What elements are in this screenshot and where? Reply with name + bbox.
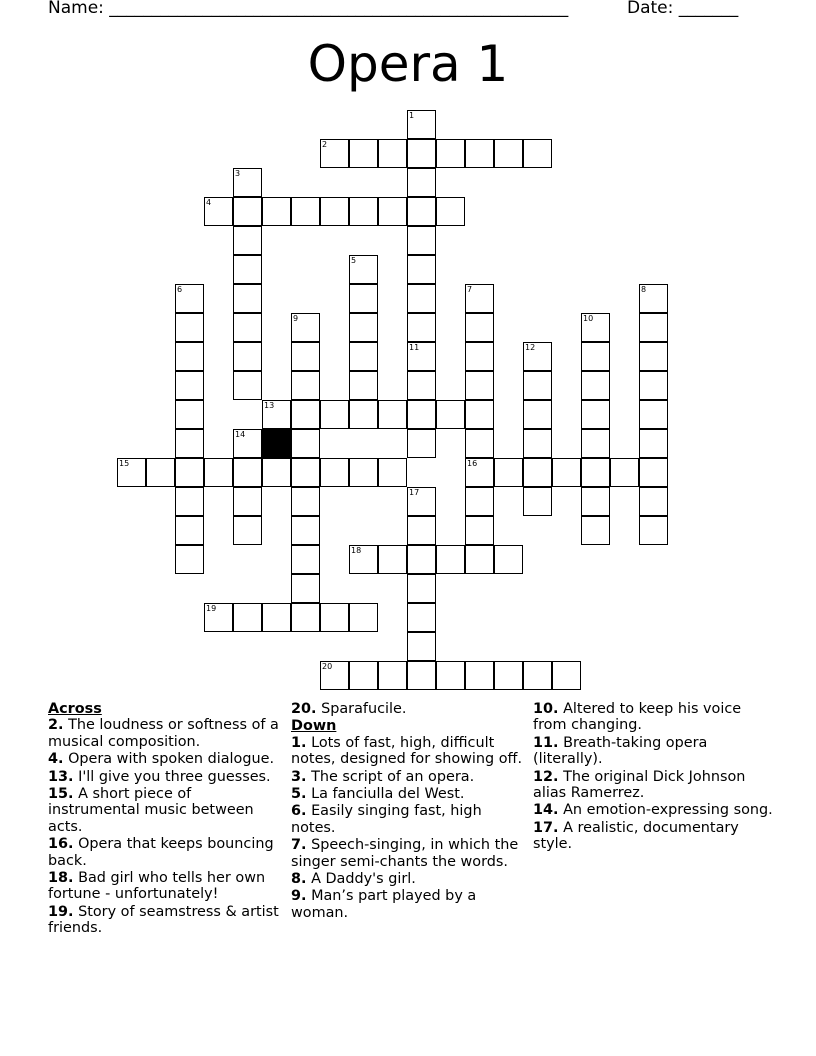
grid-cell[interactable]: [581, 516, 610, 545]
clue-number: 13.: [48, 768, 74, 785]
clue-number: 12.: [533, 768, 559, 785]
clue-text: A short piece of instrumental music between acts.: [48, 786, 254, 835]
clue-down-1: [291, 735, 523, 768]
cell-number: 5: [351, 256, 357, 265]
grid-cell[interactable]: [175, 371, 204, 400]
grid-cell[interactable]: [233, 487, 262, 516]
clue-number: 18.: [48, 870, 74, 887]
clues-column-3: [533, 701, 773, 854]
cell-number: 7: [467, 285, 473, 294]
clue-down-12: [533, 769, 773, 802]
clue-number: 9.: [291, 888, 307, 905]
cell-number: 16: [467, 459, 478, 468]
grid-cell[interactable]: [291, 429, 320, 458]
clue-number: 11.: [533, 734, 559, 751]
clue-number: 7.: [291, 837, 307, 854]
clue-text: The loudness or softness of a musical composition.: [48, 717, 279, 750]
clue-down-6: [291, 803, 523, 836]
grid-cell[interactable]: [581, 458, 610, 487]
grid-cell[interactable]: [436, 139, 465, 168]
grid-cell[interactable]: [175, 458, 204, 487]
clue-down-9: [291, 888, 523, 921]
grid-cell[interactable]: [407, 429, 436, 458]
clue-down-10: [533, 701, 773, 734]
grid-cell[interactable]: [291, 197, 320, 226]
clue-text: Sparafucile.: [321, 701, 407, 717]
clue-text: I'll give you three guesses.: [78, 768, 271, 785]
grid-cell[interactable]: [494, 545, 523, 574]
grid-cell[interactable]: [233, 516, 262, 545]
grid-cell[interactable]: [291, 371, 320, 400]
grid-cell[interactable]: [233, 342, 262, 371]
grid-cell[interactable]: [639, 400, 668, 429]
grid-cell[interactable]: [639, 371, 668, 400]
grid-cell[interactable]: [407, 632, 436, 661]
cell-number: 4: [206, 198, 212, 207]
clue-number: 1.: [291, 734, 307, 751]
grid-cell[interactable]: [233, 197, 262, 226]
grid-cell[interactable]: [233, 313, 262, 342]
grid-cell[interactable]: [378, 545, 407, 574]
grid-cell[interactable]: [320, 197, 349, 226]
grid-cell[interactable]: [204, 458, 233, 487]
grid-cell[interactable]: [407, 371, 436, 400]
grid-cell[interactable]: [436, 400, 465, 429]
grid-cell[interactable]: [407, 516, 436, 545]
grid-cell[interactable]: [639, 516, 668, 545]
grid-cell[interactable]: [262, 603, 291, 632]
grid-cell[interactable]: [581, 342, 610, 371]
grid-cell[interactable]: [262, 197, 291, 226]
grid-cell[interactable]: [291, 516, 320, 545]
grid-cell[interactable]: [465, 429, 494, 458]
down-heading: Down: [291, 718, 337, 735]
clue-down-17: [533, 820, 773, 853]
clue-number: 2.: [48, 717, 64, 734]
grid-cell[interactable]: [523, 139, 552, 168]
grid-cell[interactable]: [465, 487, 494, 516]
grid-cell[interactable]: [175, 429, 204, 458]
grid-cell[interactable]: [407, 168, 436, 197]
grid-cell[interactable]: [436, 545, 465, 574]
clue-across-18: [48, 870, 280, 903]
grid-cell[interactable]: [378, 458, 407, 487]
grid-cell[interactable]: [494, 661, 523, 690]
clue-text: Easily singing fast, high notes.: [291, 803, 482, 836]
cell-number: 8: [641, 285, 647, 294]
cell-number: 9: [293, 314, 299, 323]
cell-number: 15: [119, 459, 130, 468]
name-field-label: Name: ______________________________________________________: [48, 0, 569, 18]
clue-across-13: [48, 769, 280, 785]
grid-cell[interactable]: [523, 458, 552, 487]
grid-cell[interactable]: [320, 400, 349, 429]
cell-number: 1: [409, 111, 415, 120]
grid-cell[interactable]: [349, 400, 378, 429]
grid-cell[interactable]: [146, 458, 175, 487]
grid-cell[interactable]: [523, 487, 552, 516]
clue-across-19: [48, 904, 280, 937]
clue-number: 8.: [291, 871, 307, 888]
clue-text: Opera with spoken dialogue.: [68, 751, 275, 768]
clue-number: 6.: [291, 803, 307, 820]
clue-text: A realistic, documentary style.: [533, 819, 739, 853]
grid-cell[interactable]: [407, 400, 436, 429]
clue-text: Breath-taking opera (literally).: [533, 734, 708, 768]
grid-cell[interactable]: [175, 313, 204, 342]
grid-cell[interactable]: [465, 371, 494, 400]
grid-cell[interactable]: [175, 342, 204, 371]
grid-cell[interactable]: [407, 197, 436, 226]
grid-cell[interactable]: [407, 661, 436, 690]
clue-text: Man’s part played by a woman.: [291, 888, 477, 921]
grid-cell[interactable]: [639, 458, 668, 487]
clue-down-8: [291, 871, 523, 887]
grid-cell[interactable]: [291, 458, 320, 487]
grid-cell[interactable]: [407, 545, 436, 574]
grid-cell[interactable]: [291, 545, 320, 574]
clue-text: A Daddy's girl.: [311, 871, 416, 888]
grid-cell[interactable]: [349, 458, 378, 487]
grid-cell[interactable]: [291, 400, 320, 429]
clue-number: 15.: [48, 786, 74, 803]
grid-cell[interactable]: [407, 226, 436, 255]
grid-cell[interactable]: [291, 603, 320, 632]
grid-cell[interactable]: [639, 342, 668, 371]
grid-cell[interactable]: [610, 458, 639, 487]
grid-cell[interactable]: [378, 139, 407, 168]
date-field-label: Date: _______: [627, 0, 739, 18]
grid-block-cell: [262, 429, 291, 458]
cell-number: 3: [235, 169, 241, 178]
grid-cell[interactable]: [349, 313, 378, 342]
cell-number: 14: [235, 430, 246, 439]
clue-number: 4.: [48, 751, 64, 768]
cell-number: 11: [409, 343, 420, 352]
clue-number: 16.: [48, 836, 74, 853]
grid-cell[interactable]: [494, 458, 523, 487]
cell-number: 20: [322, 662, 333, 671]
cell-number: 12: [525, 343, 536, 352]
clue-text: The script of an opera.: [311, 768, 475, 785]
grid-cell[interactable]: [262, 458, 291, 487]
grid-cell[interactable]: [494, 139, 523, 168]
clue-across-16: [48, 836, 280, 869]
grid-cell[interactable]: [407, 255, 436, 284]
grid-cell[interactable]: [291, 487, 320, 516]
clue-across-15: [48, 786, 280, 835]
grid-cell[interactable]: [465, 400, 494, 429]
grid-cell[interactable]: [175, 516, 204, 545]
clue-number: 3.: [291, 768, 307, 785]
clue-text: La fanciulla del West.: [311, 786, 465, 803]
grid-cell[interactable]: [233, 371, 262, 400]
clue-across-20: [291, 701, 523, 717]
clue-number: 5.: [291, 786, 307, 803]
grid-cell[interactable]: [552, 458, 581, 487]
cell-number: 6: [177, 285, 183, 294]
clue-number: 19.: [48, 903, 74, 920]
cell-number: 19: [206, 604, 217, 613]
cell-number: 18: [351, 546, 362, 555]
grid-cell[interactable]: [175, 400, 204, 429]
grid-cell[interactable]: [349, 342, 378, 371]
grid-cell[interactable]: [465, 313, 494, 342]
clue-number: 10.: [533, 701, 559, 717]
grid-cell[interactable]: [378, 400, 407, 429]
grid-cell[interactable]: [349, 139, 378, 168]
clue-number: 17.: [533, 819, 559, 836]
grid-cell[interactable]: [233, 458, 262, 487]
grid-cell[interactable]: [175, 487, 204, 516]
grid-cell[interactable]: [523, 429, 552, 458]
clue-text: Opera that keeps bouncing back.: [48, 836, 274, 869]
grid-cell[interactable]: [233, 603, 262, 632]
grid-cell[interactable]: [320, 458, 349, 487]
clue-text: Altered to keep his voice from changing.: [533, 701, 742, 734]
page-title: Opera 1: [307, 35, 509, 93]
grid-cell[interactable]: [233, 226, 262, 255]
clue-number: 14.: [533, 802, 559, 819]
clue-down-14: [533, 802, 773, 818]
grid-cell[interactable]: [407, 284, 436, 313]
grid-cell[interactable]: [465, 516, 494, 545]
grid-cell[interactable]: [639, 313, 668, 342]
grid-cell[interactable]: [407, 139, 436, 168]
clue-text: The original Dick Johnson alias Ramerrez.: [533, 768, 746, 802]
clue-down-11: [533, 735, 773, 768]
cell-number: 17: [409, 488, 420, 497]
grid-cell[interactable]: [436, 197, 465, 226]
grid-cell[interactable]: [581, 429, 610, 458]
grid-cell[interactable]: [349, 603, 378, 632]
grid-cell[interactable]: [320, 603, 349, 632]
grid-cell[interactable]: [465, 139, 494, 168]
clues-column-2: [291, 701, 523, 922]
clue-number: 20.: [291, 701, 317, 717]
grid-cell[interactable]: [552, 661, 581, 690]
grid-cell[interactable]: [407, 313, 436, 342]
clue-text: Story of seamstress & artist friends.: [48, 903, 279, 937]
grid-cell[interactable]: [523, 371, 552, 400]
grid-cell[interactable]: [581, 487, 610, 516]
grid-cell[interactable]: [407, 603, 436, 632]
grid-cell[interactable]: [465, 661, 494, 690]
grid-cell[interactable]: [639, 429, 668, 458]
grid-cell[interactable]: [581, 371, 610, 400]
grid-cell[interactable]: [407, 574, 436, 603]
grid-cell[interactable]: [378, 197, 407, 226]
cell-number: 2: [322, 140, 328, 149]
clue-text: Lots of fast, high, difficult notes, designed for showing off.: [291, 734, 523, 768]
cell-number: 10: [583, 314, 594, 323]
grid-cell[interactable]: [233, 255, 262, 284]
grid-cell[interactable]: [523, 400, 552, 429]
grid-cell[interactable]: [465, 545, 494, 574]
clue-down-3: [291, 769, 523, 785]
across-heading: Across: [48, 701, 102, 717]
grid-cell[interactable]: [349, 284, 378, 313]
grid-cell[interactable]: [436, 661, 465, 690]
grid-cell[interactable]: [349, 197, 378, 226]
grid-cell[interactable]: [349, 371, 378, 400]
grid-cell[interactable]: [639, 487, 668, 516]
grid-cell[interactable]: [465, 342, 494, 371]
cell-number: 13: [264, 401, 275, 410]
grid-cell[interactable]: [291, 574, 320, 603]
clue-text: An emotion-expressing song.: [563, 802, 773, 819]
grid-cell[interactable]: [378, 661, 407, 690]
clues-column-1: [48, 701, 280, 938]
grid-cell[interactable]: [523, 661, 552, 690]
grid-cell[interactable]: [349, 661, 378, 690]
clue-down-5: [291, 786, 523, 802]
grid-cell[interactable]: [233, 284, 262, 313]
clue-down-7: [291, 837, 523, 870]
clue-across-2: [48, 717, 280, 750]
clue-text: Speech-singing, in which the singer semi-chants the words.: [291, 837, 519, 870]
grid-cell[interactable]: [581, 400, 610, 429]
clue-text: Bad girl who tells her own fortune - unfortunately!: [48, 870, 266, 903]
clue-across-4: [48, 751, 280, 767]
grid-cell[interactable]: [175, 545, 204, 574]
grid-cell[interactable]: [291, 342, 320, 371]
